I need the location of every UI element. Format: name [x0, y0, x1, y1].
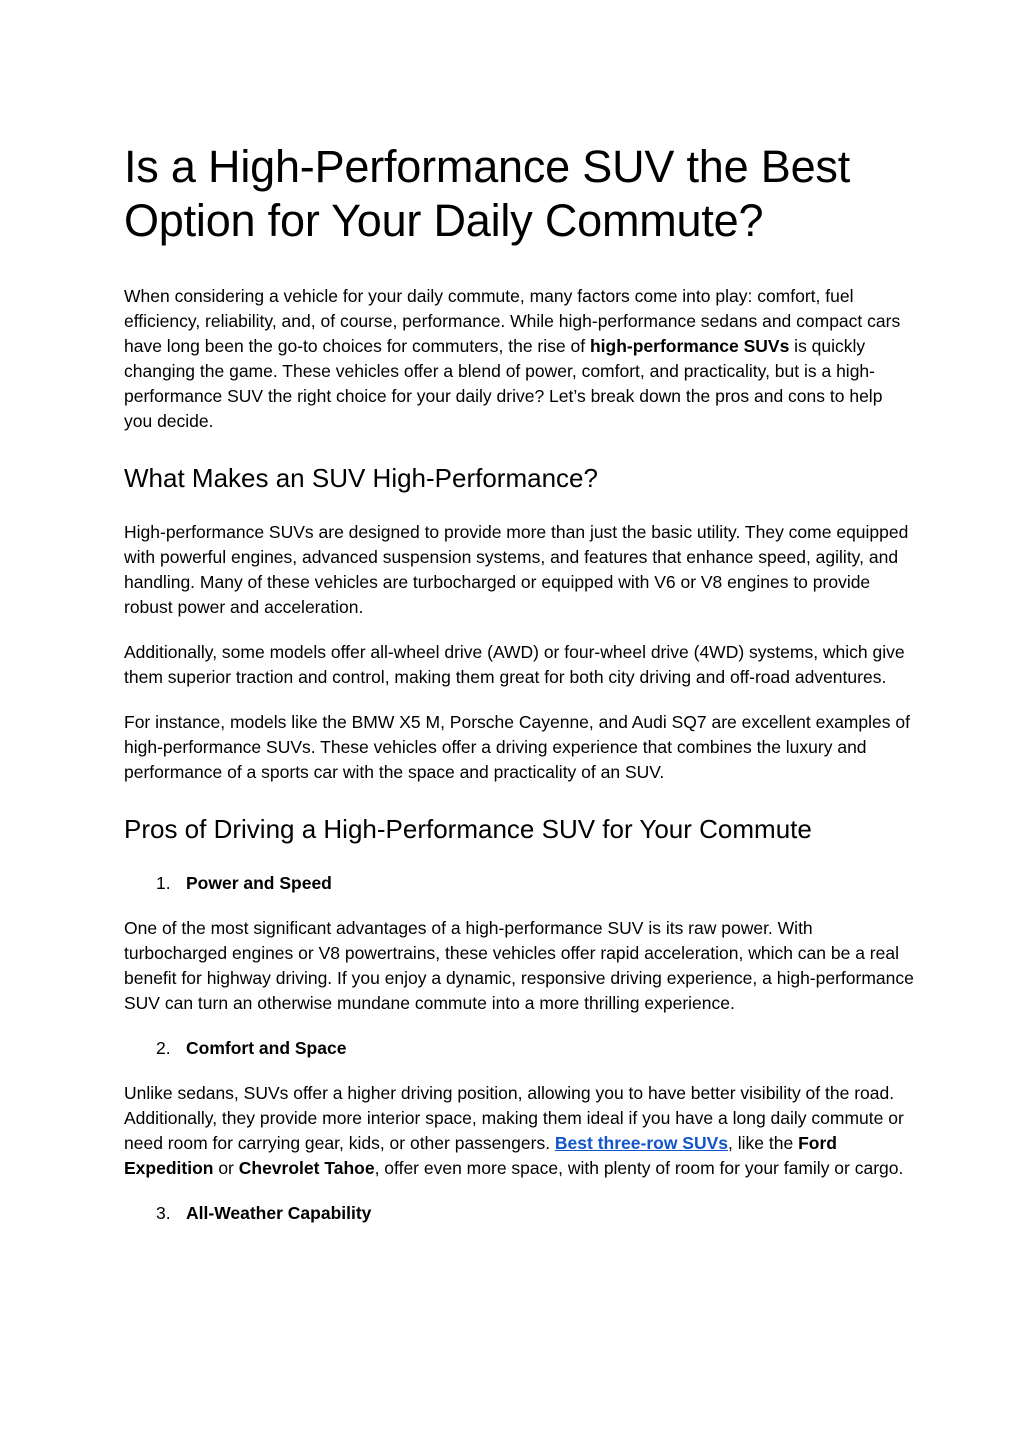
intro-bold: high-performance SUVs: [589, 336, 790, 356]
section1-paragraph-2: Additionally, some models offer all-wheel drive (AWD) or four-wheel drive (4WD) systems, which give them superior traction and control, making them great for both city driving and off-road adventures.: [124, 642, 905, 687]
intro-text-1: When considering a vehicle for your daily commute, many factors come into play: comfort, fuel efficiency, reliability, and, of course, performance. While high-performance sedans and compact cars have long been the go-to choices for commuters, the rise of: [124, 286, 901, 356]
list-label: Comfort and Space: [186, 1038, 347, 1058]
comfort-text-3: or: [213, 1158, 239, 1178]
list-item-all-weather: [124, 1201, 914, 1226]
section1-paragraph-3: For instance, models like the BMW X5 M, Porsche Cayenne, and Audi SQ7 are excellent examples of high-performance SUVs. These vehicles offer a driving experience that combines the luxury and performance of a sports car with the space and practicality of an SUV.: [124, 712, 910, 782]
section1-paragraph-1: High-performance SUVs are designed to provide more than just the basic utility. They come equipped with powerful engines, advanced suspension systems, and features that enhance speed, agility, and handling. Many of these vehicles are turbocharged or equipped with V6 or V8 engines to provide robust power and acceleration.: [124, 522, 909, 617]
intro-paragraph: [124, 284, 914, 434]
comfort-text-1: Unlike sedans, SUVs offer a higher driving position, allowing you to have better visibility of the road. Additionally, they provide more interior space, making them ideal if you have a long daily commute or need room for carrying gear, kids, or other passengers.: [124, 1083, 904, 1153]
section-heading-pros: Pros of Driving a High-Performance SUV for Your Commute: [124, 814, 812, 844]
comfort-space-paragraph: [124, 1081, 914, 1181]
intro-text-2: is quickly changing the game. These vehicles offer a blend of power, comfort, and practicality, but is a high-performance SUV the right choice for your daily drive? Let’s break down the pros and cons to help you decide.: [124, 336, 883, 431]
comfort-text-4: , offer even more space, with plenty of room for your family or cargo.: [374, 1158, 904, 1178]
page-title: Is a High-Performance SUV the Best Option for Your Daily Commute?: [124, 141, 851, 246]
power-speed-paragraph: One of the most significant advantages of a high-performance SUV is its raw power. With turbocharged engines or V8 powertrains, these vehicles offer rapid acceleration, which can be a real benefit for highway driving. If you enjoy a dynamic, responsive driving experience, a high-performance SUV can turn an otherwise mundane commute into a more thrilling experience.: [124, 918, 914, 1013]
comfort-text-2: , like the: [728, 1133, 799, 1153]
list-item-power-speed: [124, 871, 914, 896]
list-number: 1.: [156, 873, 171, 893]
document-page: [124, 140, 914, 1246]
best-three-row-suvs-link[interactable]: Best three-row SUVs: [554, 1133, 729, 1153]
ford-expedition-bold: Ford Expedition: [124, 1133, 837, 1178]
list-label: Power and Speed: [186, 873, 332, 893]
list-number: 2.: [156, 1038, 171, 1058]
list-label: All-Weather Capability: [186, 1203, 372, 1223]
section-heading-what-makes: What Makes an SUV High-Performance?: [124, 463, 598, 493]
list-number: 3.: [156, 1203, 171, 1223]
chevrolet-tahoe-bold: Chevrolet Tahoe: [238, 1158, 375, 1178]
list-item-comfort-space: [124, 1036, 914, 1061]
